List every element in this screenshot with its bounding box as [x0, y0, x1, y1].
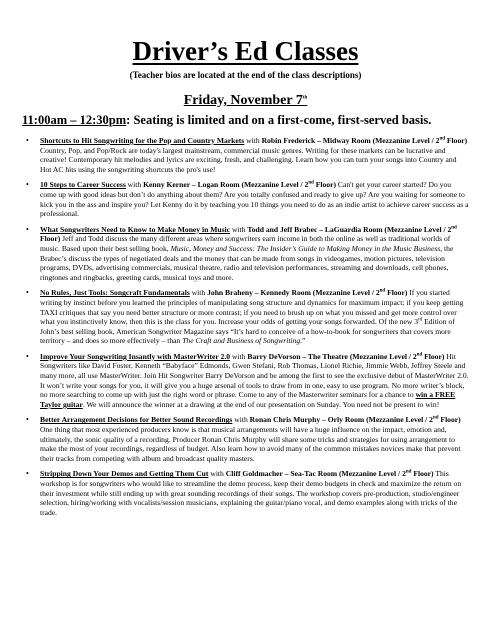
class-item	[22, 352, 469, 410]
class-presenter-end: Floor)	[411, 469, 434, 479]
class-description: Hit Songwriters like David Foster, Kenneth “Babyface” Edmonds, Gwen Stefani, Rob Thomas, Lionel Richie, Jimmie Webb, Jeffrey Steele and many more, all use MasterWriter. Join Hit Songwriter Barry DeVorson and be among the first to see the exclusive debut of MasterWriter 2.0. It won’t write your songs for you, it will give you a huge arsenal of tools to draw from in one, easy to use program. No more writer’s block, no more searching to come up with just the right word or phrase. Come to any of the Masterwriter seminars for a chance to	[40, 351, 469, 400]
class-description: Country, Pop, and Pop/Rock are today's largest mainstream, commercial music genres. Writing for these markets can be lucrative and creative! Contemporary hit melodies and lyrics are exciting, fresh, and challenging. Learn how you can turn your songs into Country and Hot AC hits using the songwriting shortcuts the pro's use!	[40, 145, 457, 174]
class-with: with	[230, 351, 248, 361]
class-description-cont: , the Brabec’s discuss the types of negotiated deals and the money that can be made from songs in videogames, motion pictures, television programs, DVDs, advertising commercials, musical theatre, radio and television performances, streaming and downloads, cell phones, ringtones and ringbacks, greeting cards, musical toys and more.	[40, 243, 454, 282]
book-title: The Craft and Business of Songwriting	[182, 336, 301, 346]
class-presenter-sup: nd	[416, 352, 423, 358]
class-room-sup: nd	[308, 180, 314, 186]
class-presenter: Kenny Kerner	[143, 180, 190, 190]
class-description: Can't get your career started? Do you come up with good ideas but don’t do anything about them? Are you totally confused and ready to give up? Are you waiting for someone to kick you in the ass and inspire you? Let Kenny do it by teaching you 10 things you need to do as an indie artist to achieve career success as a professional.	[40, 180, 469, 219]
class-presenter: Barry DeVorson – The Theatre (Mezzanine Level / 2	[247, 351, 417, 361]
class-title: What Songwriters Need to Know to Make Money in Music	[40, 224, 231, 234]
class-presenter-sup: nd	[379, 288, 386, 294]
class-with: with	[230, 224, 248, 234]
class-title: Stripping Down Your Demos and Getting Them Cut	[40, 469, 209, 479]
class-title: Shortcuts to Hit Songwriting for the Pop and Country Markets	[40, 136, 245, 145]
bullet-icon: •	[26, 136, 29, 145]
class-description-end: .”	[300, 336, 306, 346]
day-heading-text: Friday, November 7	[183, 93, 303, 108]
class-presenter: Robin Frederick – Midway Room (Mezzanine Level / 2	[261, 136, 440, 145]
class-item	[22, 136, 469, 174]
class-presenter-sup: nd	[432, 415, 439, 421]
class-with: with	[232, 415, 250, 425]
class-room-end: Floor)	[313, 180, 337, 190]
bullet-icon: •	[26, 415, 29, 425]
class-with: with	[125, 180, 144, 190]
day-heading-suffix: th	[302, 95, 308, 101]
class-with: with	[208, 469, 226, 479]
bullet-icon: •	[26, 469, 29, 479]
class-presenter-end: Floor)	[40, 234, 61, 244]
class-description: If you started writing by instinct before you learned the principles of manipulating song structure and dynamics for maximum impact; if you keep getting TAXI critiques that say you need better structure or more contrast; if you need to brush up on what you missed and get more control over what you instinctively know, then this is the class for you. Increase your odds of getting your songs forwarded. Of the new 3	[40, 288, 464, 327]
class-title: Improve Your Songwriting Insantly with MasterWriter 2.0	[40, 351, 231, 361]
class-item	[22, 180, 469, 218]
class-presenter-end: Floor)	[385, 288, 408, 298]
book-title: Music, Money and Success: The Insider’s Guide to Making Money in the Music Business	[170, 243, 441, 253]
bullet-icon: •	[26, 288, 29, 298]
bullet-icon: •	[26, 180, 29, 190]
class-presenter: John Braheny – Kennedy Room (Mezzanine Level / 2	[207, 288, 380, 298]
class-item	[22, 469, 469, 517]
class-presenter-end: Floor)	[445, 136, 468, 145]
class-title: Better Arrangement Decisions for Better Sound Recordings	[40, 415, 233, 425]
class-presenter: Cliff Goldmacher – Sea-Tac Room (Mezzanine Level / 2	[225, 469, 406, 479]
class-item	[22, 415, 469, 463]
page-title: Driver’s Ed Classes	[132, 36, 359, 66]
bullet-icon: •	[26, 351, 29, 361]
class-description: Jeff and Todd discuss the many different areas where songwriters earn income in both the online as well as traditional worlds of music. Based upon their best selling book,	[40, 234, 451, 253]
day-heading	[22, 93, 469, 109]
class-description: One thing that most experienced producers know is that musical arrangements will have a huge influence on the impact, emotion and, ultimately, the sonic quality of a recording. Producer Ronan Chris Murphy will share some tricks and strategies for using arrangement to make the most of your recordings, regardless of budget. Also learn how to avoid many of the common mistakes novices make that prevent their tracks from competing with album and broadcast quality masters.	[40, 425, 461, 463]
class-with: with	[189, 288, 208, 298]
prize-text: win a FREE Taylor guitar	[40, 390, 456, 409]
page-subtitle: (Teacher bios are located at the end of the class descriptions)	[129, 70, 362, 80]
class-title: 10 Steps to Career Success	[40, 180, 126, 190]
session-line	[22, 113, 469, 128]
class-description: This workshop is for songwriters who would like to streamline the demo process, keep their demo budgets in check and maximize the return on their investment while still ending up with great sounding recordings of their songs. The workshop covers pre-production, studio/engineer selection, hiring/working with vocalists/session musicians, explaining the guitar/piano vocal, and demo examples along with tricks of the trade.	[40, 469, 462, 517]
class-description-cont: Edition of John’s best selling book, American Songwriter Magazine says “It’s hard to conceive of a how-to-book for songwriters that covers more territory – and does so more effectively – than	[40, 317, 455, 346]
class-item	[22, 288, 469, 346]
class-presenter-sup: nd	[439, 136, 446, 142]
class-presenter-end: Floor)	[438, 415, 461, 425]
class-presenter-sup: nd	[405, 469, 412, 475]
class-item	[22, 225, 469, 283]
edition-sup: rd	[418, 317, 423, 323]
session-time: 11:00am – 12:30pm	[22, 113, 127, 127]
class-presenter-end: Floor)	[422, 351, 445, 361]
class-list	[22, 136, 469, 517]
bullet-icon: •	[26, 224, 29, 234]
class-presenter: Ronan Chris Murphy – Orly Room (Mezzanine Level / 2	[249, 415, 433, 425]
class-presenter-sup: nd	[451, 225, 457, 231]
class-with: with	[244, 136, 262, 145]
class-presenter: Todd and Jeff Brabec – LaGuardia Room (Mezzanine Level / 2	[247, 224, 452, 234]
class-description-cont: . We will announce the winner at a drawing at the end of our presentation on Sunday. You need not be present to win!	[82, 399, 440, 409]
class-room: – Logan Room (Mezzanine Level / 2	[190, 180, 309, 190]
session-note: : Seating is limited and on a first-come, first-served basis.	[126, 113, 432, 127]
class-title: No Rules, Just Tools: Songcraft Fundamentals	[40, 288, 190, 298]
